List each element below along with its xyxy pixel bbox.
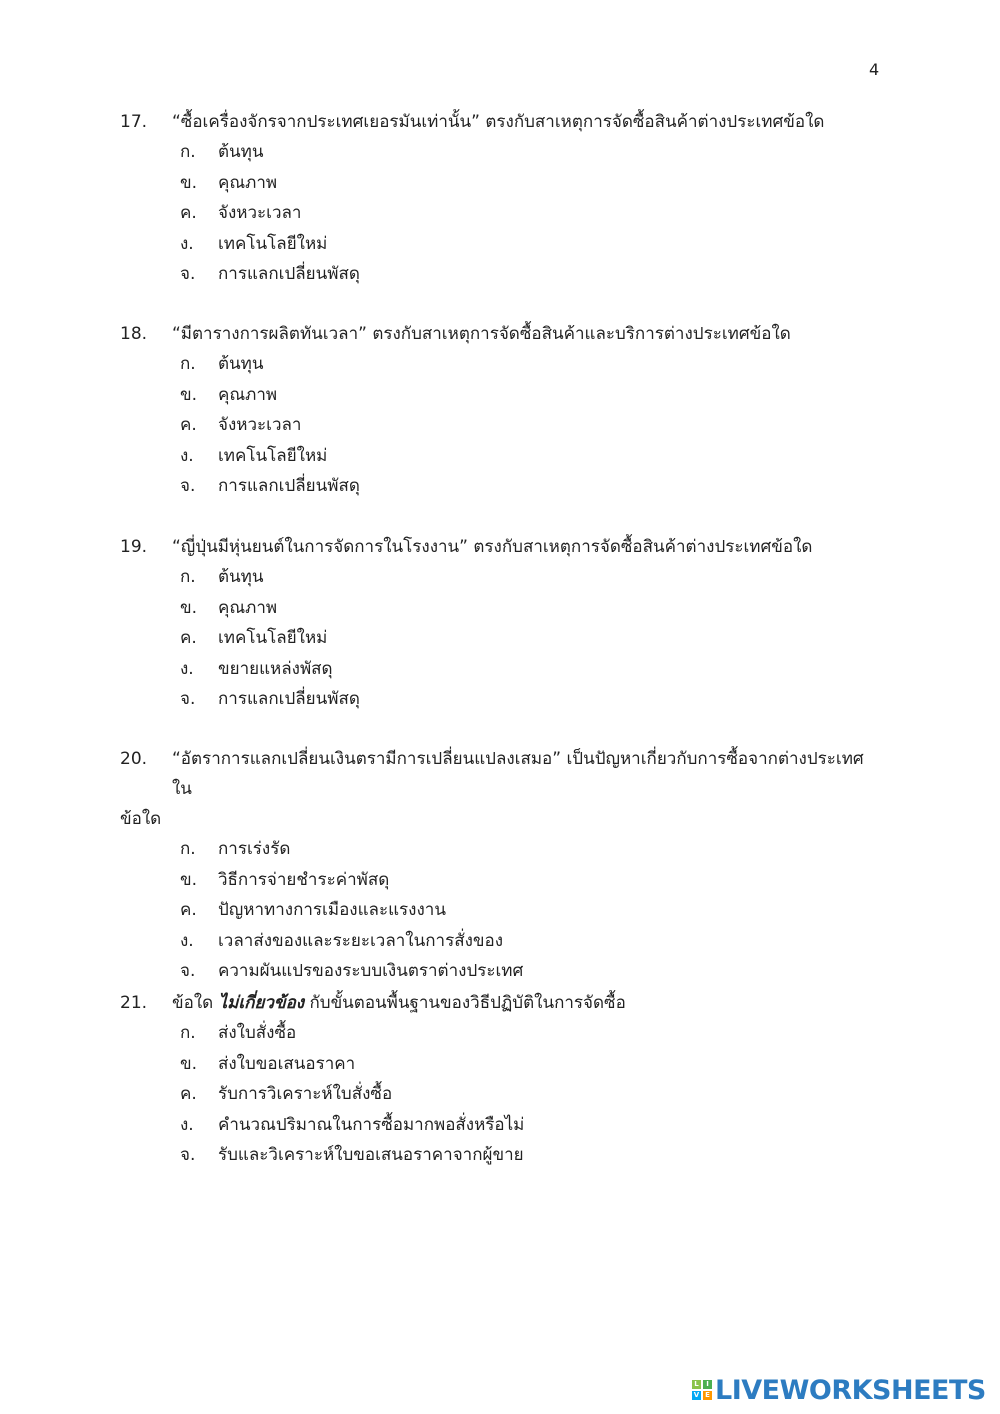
question-text: “อัตราการแลกเปลี่ยนเงินตรามีการเปลี่ยนแปลงเสมอ” เป็นปัญหาเกี่ยวกับการซื้อจากต่างประเทศใน: [172, 749, 864, 799]
option-letter: ก.: [180, 567, 196, 587]
option[interactable]: [180, 834, 880, 865]
option-letter: ก.: [180, 839, 196, 859]
option-text: ส่งใบสั่งซื้อ: [218, 1023, 297, 1043]
question-17: [120, 107, 880, 290]
option-letter: จ.: [180, 1145, 196, 1165]
option-letter: ค.: [180, 628, 197, 648]
option-letter: ก.: [180, 142, 196, 162]
logo-mark-tile: V: [693, 1391, 700, 1399]
option-letter: จ.: [180, 961, 196, 981]
option-letter: ข.: [180, 597, 198, 618]
option-text: คุณภาพ: [218, 172, 278, 193]
option-text: จังหวะเวลา: [218, 203, 302, 223]
option-letter: ก.: [180, 1023, 196, 1043]
option-text: ต้นทุน: [218, 354, 264, 374]
option[interactable]: [180, 259, 880, 290]
option-text: เวลาส่งของและระยะเวลาในการสั่งของ: [218, 930, 504, 951]
option[interactable]: [180, 1140, 880, 1171]
option[interactable]: [180, 137, 880, 168]
option[interactable]: [180, 1049, 880, 1080]
option-text: การแลกเปลี่ยนพัสดุ: [218, 476, 360, 496]
option[interactable]: [180, 593, 880, 624]
option[interactable]: [180, 229, 880, 260]
question-text: “ซื้อเครื่องจักรจากประเทศเยอรมันเท่านั้น” ตรงกับสาเหตุการจัดซื้อสินค้าต่างประเทศข้อใด: [172, 112, 825, 132]
option[interactable]: [180, 1110, 880, 1141]
option[interactable]: [180, 654, 880, 685]
question-text-continued: ข้อใด: [120, 809, 162, 829]
option-text: การแลกเปลี่ยนพัสดุ: [218, 264, 360, 284]
option[interactable]: [180, 865, 880, 896]
option-text: คำนวณปริมาณในการซื้อมากพอสั่งหรือไม่: [218, 1114, 525, 1135]
option-letter: จ.: [180, 689, 196, 709]
liveworksheets-logo[interactable]: [692, 1373, 986, 1407]
option[interactable]: [180, 895, 880, 926]
option-text: การแลกเปลี่ยนพัสดุ: [218, 689, 360, 709]
option-text: ขยายแหล่งพัสดุ: [218, 658, 333, 679]
option-text: เทคโนโลยีใหม่: [218, 628, 328, 648]
option-text: ส่งใบขอเสนอราคา: [218, 1053, 356, 1074]
option-letter: ก.: [180, 354, 196, 374]
question-21: [120, 988, 880, 1171]
option-letter: ง.: [180, 233, 194, 254]
option-letter: ข.: [180, 869, 198, 890]
option[interactable]: [180, 349, 880, 380]
option-text: วิธีการจ่ายชำระค่าพัสดุ: [218, 869, 390, 890]
option[interactable]: [180, 956, 880, 987]
option[interactable]: [180, 623, 880, 654]
option-text: ต้นทุน: [218, 567, 264, 587]
option-letter: ค.: [180, 1084, 197, 1104]
option[interactable]: [180, 471, 880, 502]
page-number: 4: [869, 60, 880, 79]
option[interactable]: [180, 1079, 880, 1110]
option-letter: ง.: [180, 658, 194, 679]
question-18: [120, 319, 880, 502]
option[interactable]: [180, 441, 880, 472]
option-text: คุณภาพ: [218, 597, 278, 618]
option[interactable]: [180, 1018, 880, 1049]
logo-text: LIVEWORKSHEETS: [715, 1374, 986, 1406]
question-text: [172, 988, 880, 1018]
option-letter: ข.: [180, 1053, 198, 1074]
question-20: [120, 744, 880, 987]
option-text: ต้นทุน: [218, 142, 264, 162]
question-number: 19.: [120, 537, 148, 557]
question-text: “มีตารางการผลิตทันเวลา” ตรงกับสาเหตุการจัดซื้อสินค้าและบริการต่างประเทศข้อใด: [172, 324, 791, 344]
option[interactable]: [180, 410, 880, 441]
question-number: 18.: [120, 324, 148, 344]
option[interactable]: [180, 168, 880, 199]
option-letter: จ.: [180, 264, 196, 284]
option-letter: ง.: [180, 445, 194, 466]
option-text: คุณภาพ: [218, 384, 278, 405]
question-number: 20.: [120, 749, 148, 769]
option-letter: ค.: [180, 415, 197, 435]
option-letter: ค.: [180, 900, 197, 920]
option[interactable]: [180, 684, 880, 715]
question-number: 21.: [120, 993, 148, 1013]
logo-mark-tile: L: [692, 1380, 701, 1389]
option-text: ความผันแปรของระบบเงินตราต่างประเทศ: [218, 961, 524, 981]
option-text: รับการวิเคราะห์ใบสั่งซื้อ: [218, 1084, 393, 1104]
option-letter: ข.: [180, 384, 198, 405]
option-letter: ข.: [180, 172, 198, 193]
option[interactable]: [180, 198, 880, 229]
question-text: “ญี่ปุ่นมีหุ่นยนต์ในการจัดการในโรงงาน” ตรงกับสาเหตุการจัดซื้อสินค้าต่างประเทศข้อใด: [172, 537, 813, 557]
option-letter: ง.: [180, 1114, 194, 1135]
question-text-after: กับขั้นตอนพื้นฐานของวิธีปฏิบัติในการจัดซื้อ: [304, 993, 626, 1013]
option[interactable]: [180, 926, 880, 957]
option-text: รับและวิเคราะห์ใบขอเสนอราคาจากผู้ขาย: [218, 1145, 524, 1165]
question-text-before: ข้อใด: [172, 993, 219, 1013]
option-text: เทคโนโลยีใหม่: [218, 445, 328, 466]
option[interactable]: [180, 380, 880, 411]
logo-mark-icon: [692, 1380, 712, 1400]
option-text: จังหวะเวลา: [218, 415, 302, 435]
option-text: ปัญหาทางการเมืองและแรงงาน: [218, 900, 446, 920]
question-19: [120, 532, 880, 715]
negation-emphasis: ไม่เกี่ยวข้อง: [218, 993, 305, 1013]
option-letter: จ.: [180, 476, 196, 496]
option-letter: ค.: [180, 203, 197, 223]
option-text: เทคโนโลยีใหม่: [218, 233, 328, 254]
option[interactable]: [180, 562, 880, 593]
question-number: 17.: [120, 112, 148, 132]
option-text: การเร่งรัด: [218, 839, 291, 859]
logo-mark-tile: E: [703, 1391, 712, 1400]
logo-mark-tile: I: [703, 1380, 712, 1389]
option-letter: ง.: [180, 930, 194, 951]
